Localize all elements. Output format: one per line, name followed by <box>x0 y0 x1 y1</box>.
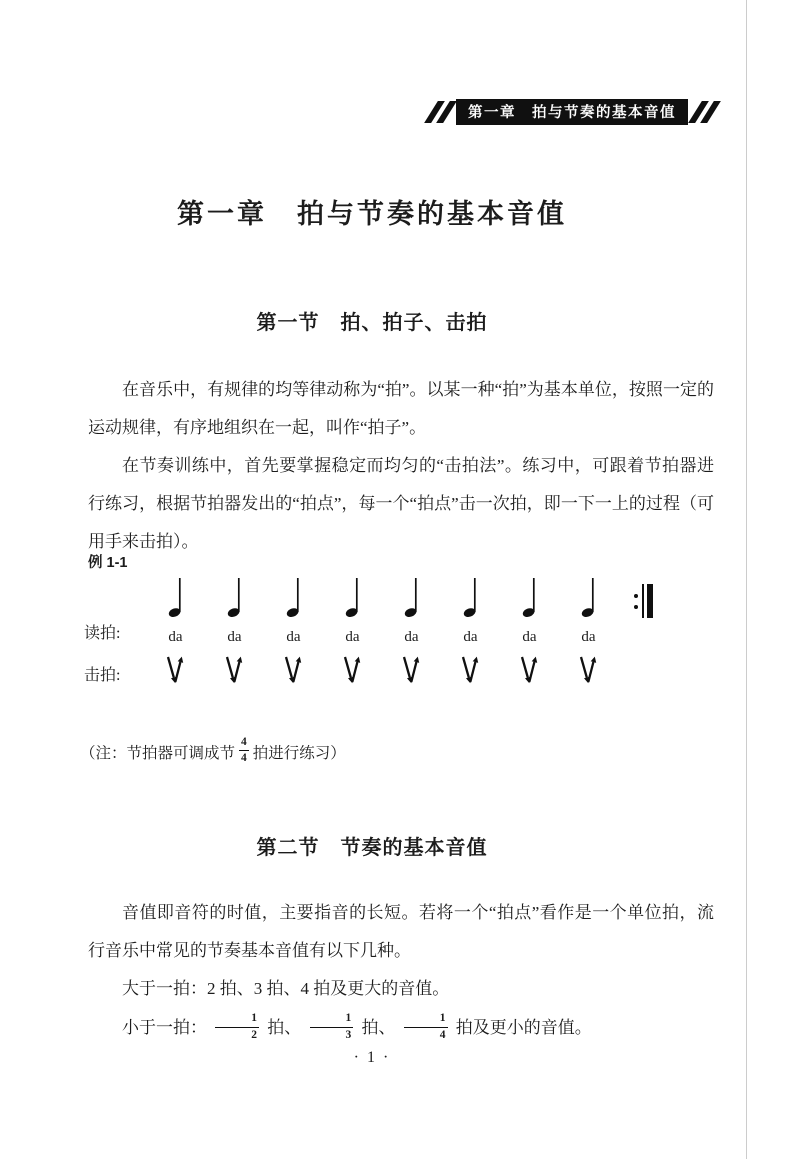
beat-note <box>500 576 559 620</box>
down-up-arrow-icon <box>281 654 307 688</box>
repeat-barline-icon <box>634 584 653 618</box>
time-signature-4-4 <box>239 736 249 765</box>
syllable: da <box>345 629 360 645</box>
quarter-note-icon <box>579 576 599 620</box>
thick-barline-icon <box>647 584 653 618</box>
strike-gesture <box>441 654 500 688</box>
down-up-arrow-icon <box>458 654 484 688</box>
quarter-note-icon <box>225 576 245 620</box>
fraction-denominator: 2 <box>251 1028 257 1041</box>
syllable: da <box>168 629 183 645</box>
page-edge-line <box>746 0 747 1159</box>
smaller-seg: 拍、 <box>267 1018 302 1038</box>
syllable: da <box>522 629 537 645</box>
running-head-title: 第一章 拍与节奏的基本音值 <box>456 99 688 125</box>
line-smaller-than-beat <box>88 1008 714 1047</box>
read-row <box>84 620 653 646</box>
metronome-note <box>80 737 346 766</box>
down-up-arrow-icon <box>340 654 366 688</box>
section1-body <box>88 371 714 561</box>
strike-gesture <box>382 654 441 688</box>
chapter-title: 第一章 拍与节奏的基本音值 <box>177 199 567 229</box>
smaller-seg: 拍、 <box>361 1018 396 1038</box>
down-up-arrow-icon <box>517 654 543 688</box>
fraction-denominator: 3 <box>345 1028 352 1041</box>
syllable: da <box>286 629 301 645</box>
notation-example <box>84 576 653 688</box>
repeat-dots-icon <box>634 584 638 618</box>
notes-row <box>84 576 653 620</box>
syllable: da <box>463 629 478 645</box>
fraction-1-4 <box>404 1012 448 1041</box>
section2-title: 第二节 节奏的基本音值 <box>256 837 488 859</box>
quarter-note-icon <box>343 576 363 620</box>
down-up-arrow-icon <box>399 654 425 688</box>
down-up-arrow-icon <box>576 654 602 688</box>
strike-gesture <box>559 654 618 688</box>
beat-note <box>146 576 205 620</box>
quarter-note-icon <box>284 576 304 620</box>
quarter-note-icon <box>461 576 481 620</box>
line-greater-than-beat: 大于一拍：2 拍、3 拍、4 拍及更大的音值。 <box>122 979 450 998</box>
fraction-1-3 <box>310 1012 354 1041</box>
note-prefix: （注：节拍器可调成节 <box>80 744 236 762</box>
thin-barline-icon <box>642 584 644 618</box>
fraction-numerator: 1 <box>215 1012 259 1027</box>
down-up-arrow-icon <box>222 654 248 688</box>
fraction-numerator: 1 <box>310 1012 354 1027</box>
fraction-numerator: 1 <box>404 1012 448 1027</box>
syllable: da <box>581 629 596 645</box>
down-up-arrow-icon <box>163 654 189 688</box>
page-number: · 1 · <box>353 1049 391 1066</box>
smaller-seg: 拍及更小的音值。 <box>455 1018 592 1038</box>
strike-gesture <box>323 654 382 688</box>
quarter-note-icon <box>520 576 540 620</box>
paragraph: 在节奏训练中，首先要掌握稳定而均匀的“击拍法”。练习中，可跟着节拍器进行练习，根据节拍器发出的“拍点”，每一个“拍点”击一次拍，即一下一上的过程（可用手来击拍）。 <box>88 456 714 551</box>
section2-body <box>88 894 714 1047</box>
beat-note <box>559 576 618 620</box>
beat-note <box>441 576 500 620</box>
strike-label: 击拍: <box>84 667 121 684</box>
read-label: 读拍: <box>84 625 121 642</box>
smaller-prefix: 小于一拍： <box>122 1018 207 1038</box>
section1-title: 第一节 拍、拍子、击拍 <box>256 312 488 334</box>
quarter-note-icon <box>166 576 186 620</box>
beat-note <box>205 576 264 620</box>
beat-note <box>323 576 382 620</box>
fraction-numerator: 4 <box>239 736 249 751</box>
strike-gesture <box>264 654 323 688</box>
paragraph: 在音乐中，有规律的均等律动称为“拍”。以某一种“拍”为基本单位，按照一定的运动规律，有序地组织在一起，叫作“拍子”。 <box>88 380 714 437</box>
strike-gesture <box>500 654 559 688</box>
fraction-denominator: 4 <box>439 1028 446 1041</box>
example-label: 例 1-1 <box>88 555 128 571</box>
beat-note <box>264 576 323 620</box>
strike-row <box>84 648 653 688</box>
fraction-denominator: 4 <box>241 752 247 765</box>
strike-gesture <box>205 654 264 688</box>
strike-gesture <box>146 654 205 688</box>
fraction-1-2 <box>215 1012 259 1041</box>
running-head-banner <box>428 101 716 123</box>
beat-note <box>382 576 441 620</box>
paragraph: 音值即音符的时值，主要指音的长短。若将一个“拍点”看作是一个单位拍，流行音乐中常见的节奏基本音值有以下几种。 <box>88 903 714 960</box>
syllable: da <box>227 629 242 645</box>
note-suffix: 拍进行练习） <box>252 744 346 762</box>
quarter-note-icon <box>402 576 422 620</box>
syllable: da <box>404 629 419 645</box>
